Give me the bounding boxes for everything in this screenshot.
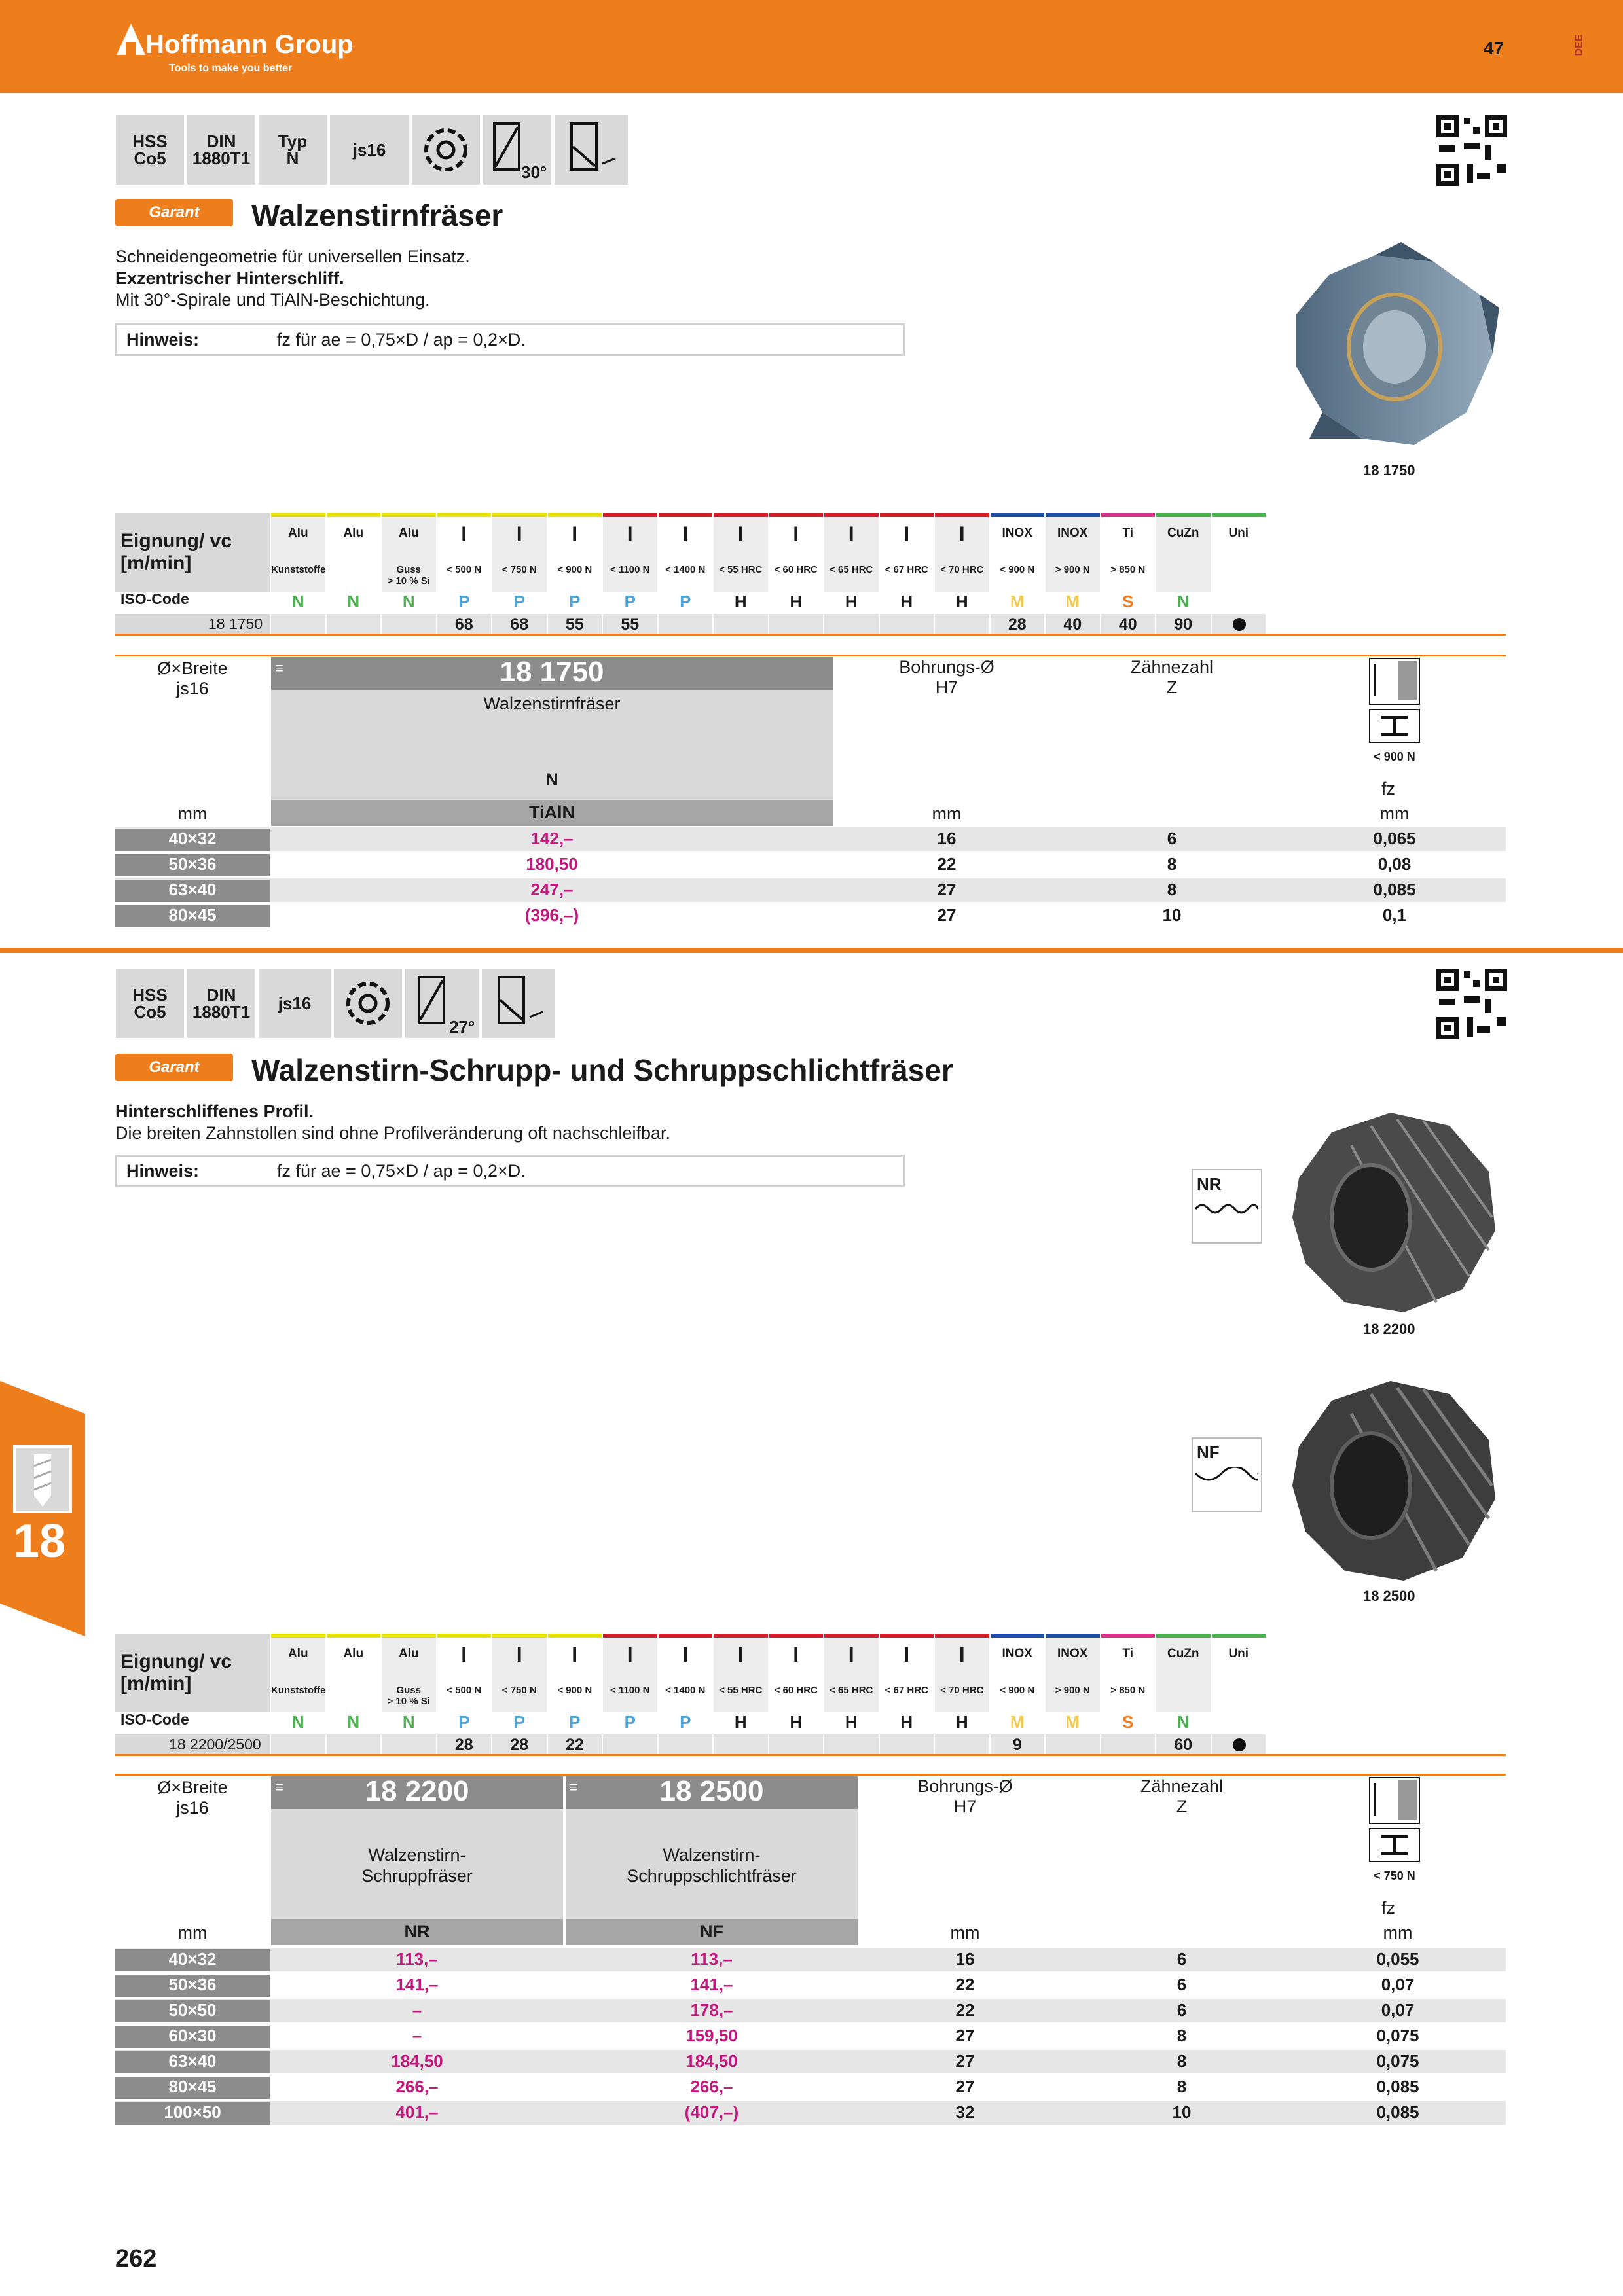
cutting-speed-value: 40 bbox=[1063, 615, 1082, 634]
iso-code: P bbox=[513, 592, 525, 611]
spec-type: Typ N bbox=[259, 115, 327, 185]
steel-profile-icon: I bbox=[903, 1643, 910, 1666]
steel-profile-icon: I bbox=[903, 522, 910, 546]
iso-code: N bbox=[291, 592, 304, 611]
price-cell-nr[interactable]: 184,50 bbox=[391, 2051, 443, 2071]
steel-profile-icon: I bbox=[627, 1643, 633, 1666]
steel-profile-icon: I bbox=[516, 1643, 522, 1666]
section2-description: Hinterschliffenes Profil. Die breiten Zahnstollen sind ohne Profilveränderung oft nachschleifbar. bbox=[115, 1102, 671, 1143]
iso-code: N bbox=[347, 592, 360, 611]
iso-code: P bbox=[680, 1712, 691, 1732]
article-type-1: N bbox=[545, 770, 558, 789]
cutting-speed-value: 55 bbox=[621, 615, 640, 634]
iso-code: M bbox=[1065, 1712, 1080, 1732]
material-label: Uni bbox=[1228, 526, 1249, 540]
order-icon-2a: ≡ bbox=[275, 1779, 283, 1795]
material-sublabel: < 65 HRC bbox=[830, 1685, 873, 1696]
iso-code: H bbox=[955, 592, 968, 611]
bore-header-2: Bohrungs-Ø H7 bbox=[917, 1776, 1013, 1816]
teeth-cell: 6 bbox=[1167, 829, 1177, 848]
iso-code: N bbox=[347, 1712, 360, 1732]
teeth-cell: 10 bbox=[1162, 905, 1182, 925]
suitability-grid-2 bbox=[270, 1634, 1506, 1754]
image-caption-nf: 18 2500 bbox=[1363, 1588, 1415, 1604]
iso-code: P bbox=[680, 592, 691, 611]
size-header-1: Ø×Breite js16 bbox=[157, 658, 228, 698]
spec-din: DIN 1880T1 bbox=[187, 115, 255, 185]
bore-cell: 16 bbox=[937, 829, 957, 848]
iso-code: N bbox=[402, 592, 415, 611]
profile-nf-icon: NF bbox=[1192, 1437, 1262, 1512]
size-header-2: Ø×Breite js16 bbox=[157, 1778, 228, 1818]
iso-code: P bbox=[624, 1712, 636, 1732]
size-cell: 80×45 bbox=[115, 905, 270, 927]
teeth-cell: 10 bbox=[1172, 2102, 1192, 2122]
price-cell-nf[interactable]: (407,–) bbox=[684, 2102, 739, 2122]
feed-cell: 0,075 bbox=[1376, 2026, 1419, 2045]
material-sublabel: < 1100 N bbox=[610, 1685, 650, 1696]
article-type-2b: NF bbox=[700, 1922, 723, 1941]
size-cell: 50×36 bbox=[115, 854, 270, 876]
material-sublabel: < 1400 N bbox=[665, 1685, 706, 1696]
steel-profile-icon: I bbox=[516, 522, 522, 546]
material-sublabel: < 900 N bbox=[557, 1685, 593, 1696]
feed-cell: 0,085 bbox=[1376, 2077, 1419, 2096]
steel-profile-icon: I bbox=[958, 1643, 965, 1666]
price-cell-nf[interactable]: 141,– bbox=[690, 1975, 733, 1994]
material-sublabel: < 900 N bbox=[1000, 1685, 1035, 1696]
bore-cell: 22 bbox=[955, 1975, 975, 1994]
end-mill-cutter-image-1 bbox=[1270, 242, 1506, 458]
steel-profile-icon: I bbox=[958, 522, 965, 546]
roughing-cutter-image-nr bbox=[1273, 1106, 1508, 1316]
steel-profile-icon: I bbox=[682, 1643, 689, 1666]
material-label: INOX bbox=[1057, 526, 1088, 540]
feed-cell: 0,055 bbox=[1376, 1949, 1419, 1969]
article-number-2a: 18 2200 bbox=[365, 1775, 469, 1807]
steel-profile-icon: I bbox=[682, 522, 689, 546]
material-label: Alu bbox=[343, 526, 364, 540]
iso-code: H bbox=[845, 592, 858, 611]
feed-cell: 0,075 bbox=[1376, 2051, 1419, 2071]
size-cell: 60×30 bbox=[115, 2026, 270, 2048]
spec-material: HSS Co5 bbox=[116, 115, 184, 185]
section1-title: Walzenstirnfräser bbox=[251, 198, 503, 232]
material-label: Alu bbox=[287, 526, 308, 540]
page-number: 262 bbox=[115, 2245, 157, 2272]
order-icon: ≡ bbox=[275, 660, 283, 676]
steel-profile-icon: I bbox=[848, 522, 854, 546]
price-cell[interactable]: 180,50 bbox=[526, 854, 578, 874]
material-label: Ti bbox=[1122, 1647, 1134, 1660]
size-cell: 63×40 bbox=[115, 2051, 270, 2073]
price-cell-nf[interactable]: 113,– bbox=[691, 1949, 733, 1969]
material-sublabel: Guss > 10 % Si bbox=[387, 564, 430, 586]
teeth-cell: 8 bbox=[1167, 854, 1177, 874]
price-cell-nr[interactable]: 113,– bbox=[396, 1949, 438, 1969]
price-cell-nf[interactable]: 178,– bbox=[690, 2000, 733, 2020]
iso-code: N bbox=[402, 1712, 415, 1732]
image-caption-1: 18 1750 bbox=[1363, 462, 1415, 478]
price-cell-nr[interactable]: – bbox=[412, 2000, 422, 2020]
material-label: Alu bbox=[343, 1647, 364, 1660]
price-cell-nf[interactable]: 266,– bbox=[690, 2077, 733, 2096]
steel-profile-icon: I bbox=[737, 522, 744, 546]
relief-grind-icon-2 bbox=[482, 969, 555, 1038]
size-cell: 80×45 bbox=[115, 2077, 270, 2099]
size-cell: 50×36 bbox=[115, 1975, 270, 1997]
bore-cell: 27 bbox=[955, 2026, 975, 2045]
table-row bbox=[115, 853, 1506, 876]
section2-title: Walzenstirn-Schrupp- und Schruppschlichtfräser bbox=[251, 1053, 953, 1087]
bore-cell: 22 bbox=[937, 854, 957, 874]
iso-code: P bbox=[624, 592, 636, 611]
material-sublabel: < 70 HRC bbox=[940, 564, 984, 575]
brand-tagline: Tools to make you better bbox=[169, 63, 293, 74]
iso-code: S bbox=[1122, 1712, 1134, 1732]
feed-cell: 0,07 bbox=[1381, 2000, 1415, 2020]
article-number-1: 18 1750 bbox=[500, 656, 604, 688]
order-icon-2b: ≡ bbox=[570, 1779, 578, 1795]
iso-code: M bbox=[1010, 1712, 1025, 1732]
material-label: INOX bbox=[1002, 526, 1032, 540]
iso-code: P bbox=[569, 1712, 581, 1732]
bore-cell: 32 bbox=[955, 2102, 975, 2122]
table-row bbox=[115, 1973, 1506, 1997]
iso-code: H bbox=[734, 1712, 747, 1732]
teeth-header-1: Zähnezahl Z bbox=[1130, 657, 1214, 697]
helix-angle-value: 30° bbox=[521, 162, 547, 182]
teeth-cell: 8 bbox=[1176, 2077, 1187, 2096]
material-sublabel: < 70 HRC bbox=[940, 1685, 984, 1696]
article-name-1: Walzenstirnfräser bbox=[483, 694, 621, 713]
price-cell-nf[interactable]: 184,50 bbox=[685, 2051, 738, 2071]
feed-cell: 0,065 bbox=[1373, 829, 1416, 848]
cutter-profile-icon-2 bbox=[334, 969, 402, 1038]
qr-code-icon-2[interactable] bbox=[1436, 969, 1507, 1039]
teeth-cell: 8 bbox=[1176, 2051, 1187, 2071]
iso-code: H bbox=[900, 1712, 913, 1732]
cutting-speed-value: 55 bbox=[565, 615, 584, 634]
table-row bbox=[115, 1999, 1506, 2022]
cutting-speed-value: 40 bbox=[1118, 615, 1137, 634]
spec-tolerance: js16 bbox=[330, 115, 409, 185]
cutting-speed-value: 28 bbox=[454, 1736, 473, 1754]
hoffmann-logo-icon bbox=[115, 22, 147, 56]
suitability-header-2: Eignung/ vc [m/min] bbox=[115, 1634, 270, 1712]
iso-code: P bbox=[513, 1712, 525, 1732]
chapter-side-tab[interactable] bbox=[0, 1381, 85, 1636]
iso-code: M bbox=[1065, 592, 1080, 611]
iso-code: S bbox=[1122, 592, 1134, 611]
iso-code: H bbox=[900, 592, 913, 611]
iso-code: H bbox=[790, 1712, 803, 1732]
article-number-2b: 18 2500 bbox=[659, 1775, 764, 1807]
material-label: CuZn bbox=[1167, 526, 1199, 540]
table-row bbox=[115, 1948, 1506, 1971]
iso-code: H bbox=[734, 592, 747, 611]
spec-din-2: DIN 1880T1 bbox=[187, 969, 255, 1038]
cutting-speed-value: 28 bbox=[1008, 615, 1027, 634]
bore-cell: 27 bbox=[937, 880, 957, 899]
language-code: DEE bbox=[1573, 34, 1585, 56]
garant-brand-badge-2: Garant bbox=[115, 1054, 233, 1081]
price-cell-nf[interactable]: 159,50 bbox=[685, 2026, 738, 2045]
material-sublabel: > 900 N bbox=[1055, 564, 1090, 575]
fz-label-1: fz bbox=[1381, 779, 1396, 798]
teeth-cell: 8 bbox=[1176, 2026, 1187, 2045]
suitability-row-label-1: 18 1750 bbox=[208, 615, 263, 632]
bore-cell: 27 bbox=[955, 2051, 975, 2071]
steel-profile-icon: I bbox=[848, 1643, 854, 1666]
section2-hint: Hinweis: fz für ae = 0,75×D / ap = 0,2×D. bbox=[115, 1155, 905, 1187]
feed-cell: 0,085 bbox=[1376, 2102, 1419, 2122]
steel-profile-icon: I bbox=[737, 1643, 744, 1666]
iso-code-label-2: ISO-Code bbox=[120, 1711, 189, 1728]
relief-grind-icon bbox=[555, 115, 628, 185]
teeth-cell: 8 bbox=[1167, 880, 1177, 899]
material-sublabel: > 900 N bbox=[1055, 1685, 1090, 1696]
feed-cell: 0,08 bbox=[1377, 854, 1412, 874]
coating-1: TiAlN bbox=[528, 802, 575, 822]
article-type-2a: NR bbox=[404, 1922, 430, 1941]
bore-cell: 16 bbox=[955, 1949, 975, 1969]
material-sublabel: < 1400 N bbox=[665, 564, 706, 575]
cutting-speed-value: 9 bbox=[1012, 1736, 1022, 1754]
iso-code: P bbox=[458, 592, 470, 611]
material-sublabel: Guss > 10 % Si bbox=[387, 1685, 430, 1707]
material-sublabel: Kunststoffe bbox=[271, 564, 326, 575]
material-label: Ti bbox=[1122, 526, 1134, 540]
steel-profile-icon: I bbox=[793, 522, 799, 546]
iso-code: P bbox=[458, 1712, 470, 1732]
page-number-top: 47 bbox=[1484, 38, 1504, 58]
material-sublabel: < 750 N bbox=[501, 1685, 537, 1696]
cutting-speed-value: 60 bbox=[1174, 1736, 1193, 1754]
section1-hint: Hinweis: fz für ae = 0,75×D / ap = 0,2×D. bbox=[115, 323, 905, 356]
profile-nr-icon: NR bbox=[1192, 1169, 1262, 1244]
cutting-speed-value: 28 bbox=[510, 1736, 529, 1754]
material-sublabel: < 60 HRC bbox=[774, 564, 818, 575]
teeth-header-2: Zähnezahl Z bbox=[1140, 1776, 1224, 1816]
table-row bbox=[115, 2050, 1506, 2073]
steel-profile-icon: I bbox=[461, 522, 467, 546]
material-sublabel: < 67 HRC bbox=[884, 564, 928, 575]
suitability-dot bbox=[1233, 1738, 1246, 1751]
size-cell: 63×40 bbox=[115, 880, 270, 902]
bore-cell: 22 bbox=[955, 2000, 975, 2020]
iso-code: P bbox=[569, 592, 581, 611]
iso-code-label-1: ISO-Code bbox=[120, 590, 189, 607]
suitability-row-label-2: 18 2200/2500 bbox=[169, 1736, 261, 1753]
strength-limit-2: < 750 N bbox=[1374, 1869, 1415, 1882]
size-cell: 100×50 bbox=[115, 2102, 270, 2125]
helix-angle-value-2: 27° bbox=[449, 1017, 475, 1037]
section1-description: Schneidengeometrie für universellen Einsatz. Exzentrischer Hinterschliff. Mit 30°-Spirale und TiAlN-Beschichtung. bbox=[115, 247, 470, 310]
material-label: Alu bbox=[287, 1647, 308, 1660]
material-sublabel: < 65 HRC bbox=[830, 564, 873, 575]
material-sublabel: < 900 N bbox=[557, 564, 593, 575]
image-caption-nr: 18 2200 bbox=[1363, 1321, 1415, 1337]
material-sublabel: < 60 HRC bbox=[774, 1685, 818, 1696]
material-label: INOX bbox=[1057, 1647, 1088, 1660]
cutting-speed-value: 68 bbox=[510, 615, 529, 634]
material-label: Alu bbox=[398, 526, 419, 540]
feed-cell: 0,07 bbox=[1381, 1975, 1415, 1994]
material-sublabel: < 500 N bbox=[447, 564, 482, 575]
table-row bbox=[115, 878, 1506, 902]
bore-cell: 27 bbox=[937, 905, 957, 925]
size-cell: 50×50 bbox=[115, 2000, 270, 2022]
material-sublabel: > 850 N bbox=[1110, 1685, 1146, 1696]
cutting-speed-value: 68 bbox=[454, 615, 473, 634]
material-sublabel: < 900 N bbox=[1000, 564, 1035, 575]
material-sublabel: < 67 HRC bbox=[884, 1685, 928, 1696]
price-cell-nr[interactable]: 266,– bbox=[395, 2077, 439, 2096]
price-cell-nr[interactable]: 401,– bbox=[395, 2102, 439, 2122]
feed-cell: 0,085 bbox=[1373, 880, 1416, 899]
feed-cell: 0,1 bbox=[1382, 905, 1407, 925]
steel-profile-icon: I bbox=[627, 522, 633, 546]
garant-brand-badge: Garant bbox=[115, 199, 233, 226]
table-row bbox=[115, 827, 1506, 851]
steel-profile-icon: I bbox=[793, 1643, 799, 1666]
table-row bbox=[115, 2024, 1506, 2048]
cutter-profile-icon bbox=[412, 115, 480, 185]
bore-header-1: Bohrungs-Ø H7 bbox=[899, 657, 994, 697]
iso-code: N bbox=[1176, 1712, 1190, 1732]
suitability-dot bbox=[1233, 618, 1246, 631]
brand-name: Hoffmann Group bbox=[145, 30, 354, 59]
iso-code: H bbox=[845, 1712, 858, 1732]
material-sublabel: > 850 N bbox=[1110, 564, 1146, 575]
price-cell-nr[interactable]: 141,– bbox=[395, 1975, 439, 1994]
cutting-speed-value: 22 bbox=[565, 1736, 584, 1754]
steel-profile-icon: I bbox=[461, 1643, 467, 1666]
suitability-grid-1 bbox=[270, 513, 1506, 634]
iso-code: N bbox=[291, 1712, 304, 1732]
material-sublabel: < 750 N bbox=[501, 564, 537, 575]
cutting-speed-value: 90 bbox=[1174, 615, 1193, 634]
table-row bbox=[115, 2075, 1506, 2099]
price-cell[interactable]: (396,–) bbox=[524, 905, 579, 925]
table-row bbox=[115, 904, 1506, 927]
material-sublabel: < 500 N bbox=[447, 1685, 482, 1696]
roughing-cutter-image-nf bbox=[1273, 1374, 1508, 1584]
table-row bbox=[115, 2101, 1506, 2125]
iso-code: N bbox=[1176, 592, 1190, 611]
article-name-2b: Walzenstirn- Schruppschlichtfräser bbox=[627, 1845, 797, 1886]
article-name-2a: Walzenstirn- Schruppfräser bbox=[361, 1845, 473, 1886]
strength-limit-1: < 900 N bbox=[1374, 750, 1415, 763]
suitability-header-1: Eignung/ vc [m/min] bbox=[115, 513, 270, 592]
size-cell: 40×32 bbox=[115, 829, 270, 851]
spec-material-2: HSS Co5 bbox=[116, 969, 184, 1038]
steel-profile-icon: I bbox=[572, 1643, 578, 1666]
chapter-number: 18 bbox=[13, 1515, 66, 1568]
iso-code: M bbox=[1010, 592, 1025, 611]
price-cell-nr[interactable]: – bbox=[412, 2026, 422, 2045]
size-cell: 40×32 bbox=[115, 1949, 270, 1971]
bore-cell: 27 bbox=[955, 2077, 975, 2096]
material-label: Alu bbox=[398, 1647, 419, 1660]
fz-label-2: fz bbox=[1381, 1898, 1396, 1918]
price-cell[interactable]: 247,– bbox=[530, 880, 574, 899]
teeth-cell: 6 bbox=[1176, 2000, 1187, 2020]
material-label: CuZn bbox=[1167, 1647, 1199, 1660]
material-sublabel: < 55 HRC bbox=[719, 564, 763, 575]
teeth-cell: 6 bbox=[1176, 1949, 1187, 1969]
qr-code-icon[interactable] bbox=[1436, 115, 1507, 186]
material-label: Uni bbox=[1228, 1647, 1249, 1660]
iso-code: H bbox=[790, 592, 803, 611]
spec-tolerance-2: js16 bbox=[259, 969, 331, 1038]
teeth-cell: 6 bbox=[1176, 1975, 1187, 1994]
material-sublabel: < 55 HRC bbox=[719, 1685, 763, 1696]
material-sublabel: < 1100 N bbox=[610, 564, 650, 575]
iso-code: H bbox=[955, 1712, 968, 1732]
steel-profile-icon: I bbox=[572, 522, 578, 546]
material-label: INOX bbox=[1002, 1647, 1032, 1660]
material-sublabel: Kunststoffe bbox=[271, 1685, 326, 1696]
price-cell[interactable]: 142,– bbox=[530, 829, 574, 848]
